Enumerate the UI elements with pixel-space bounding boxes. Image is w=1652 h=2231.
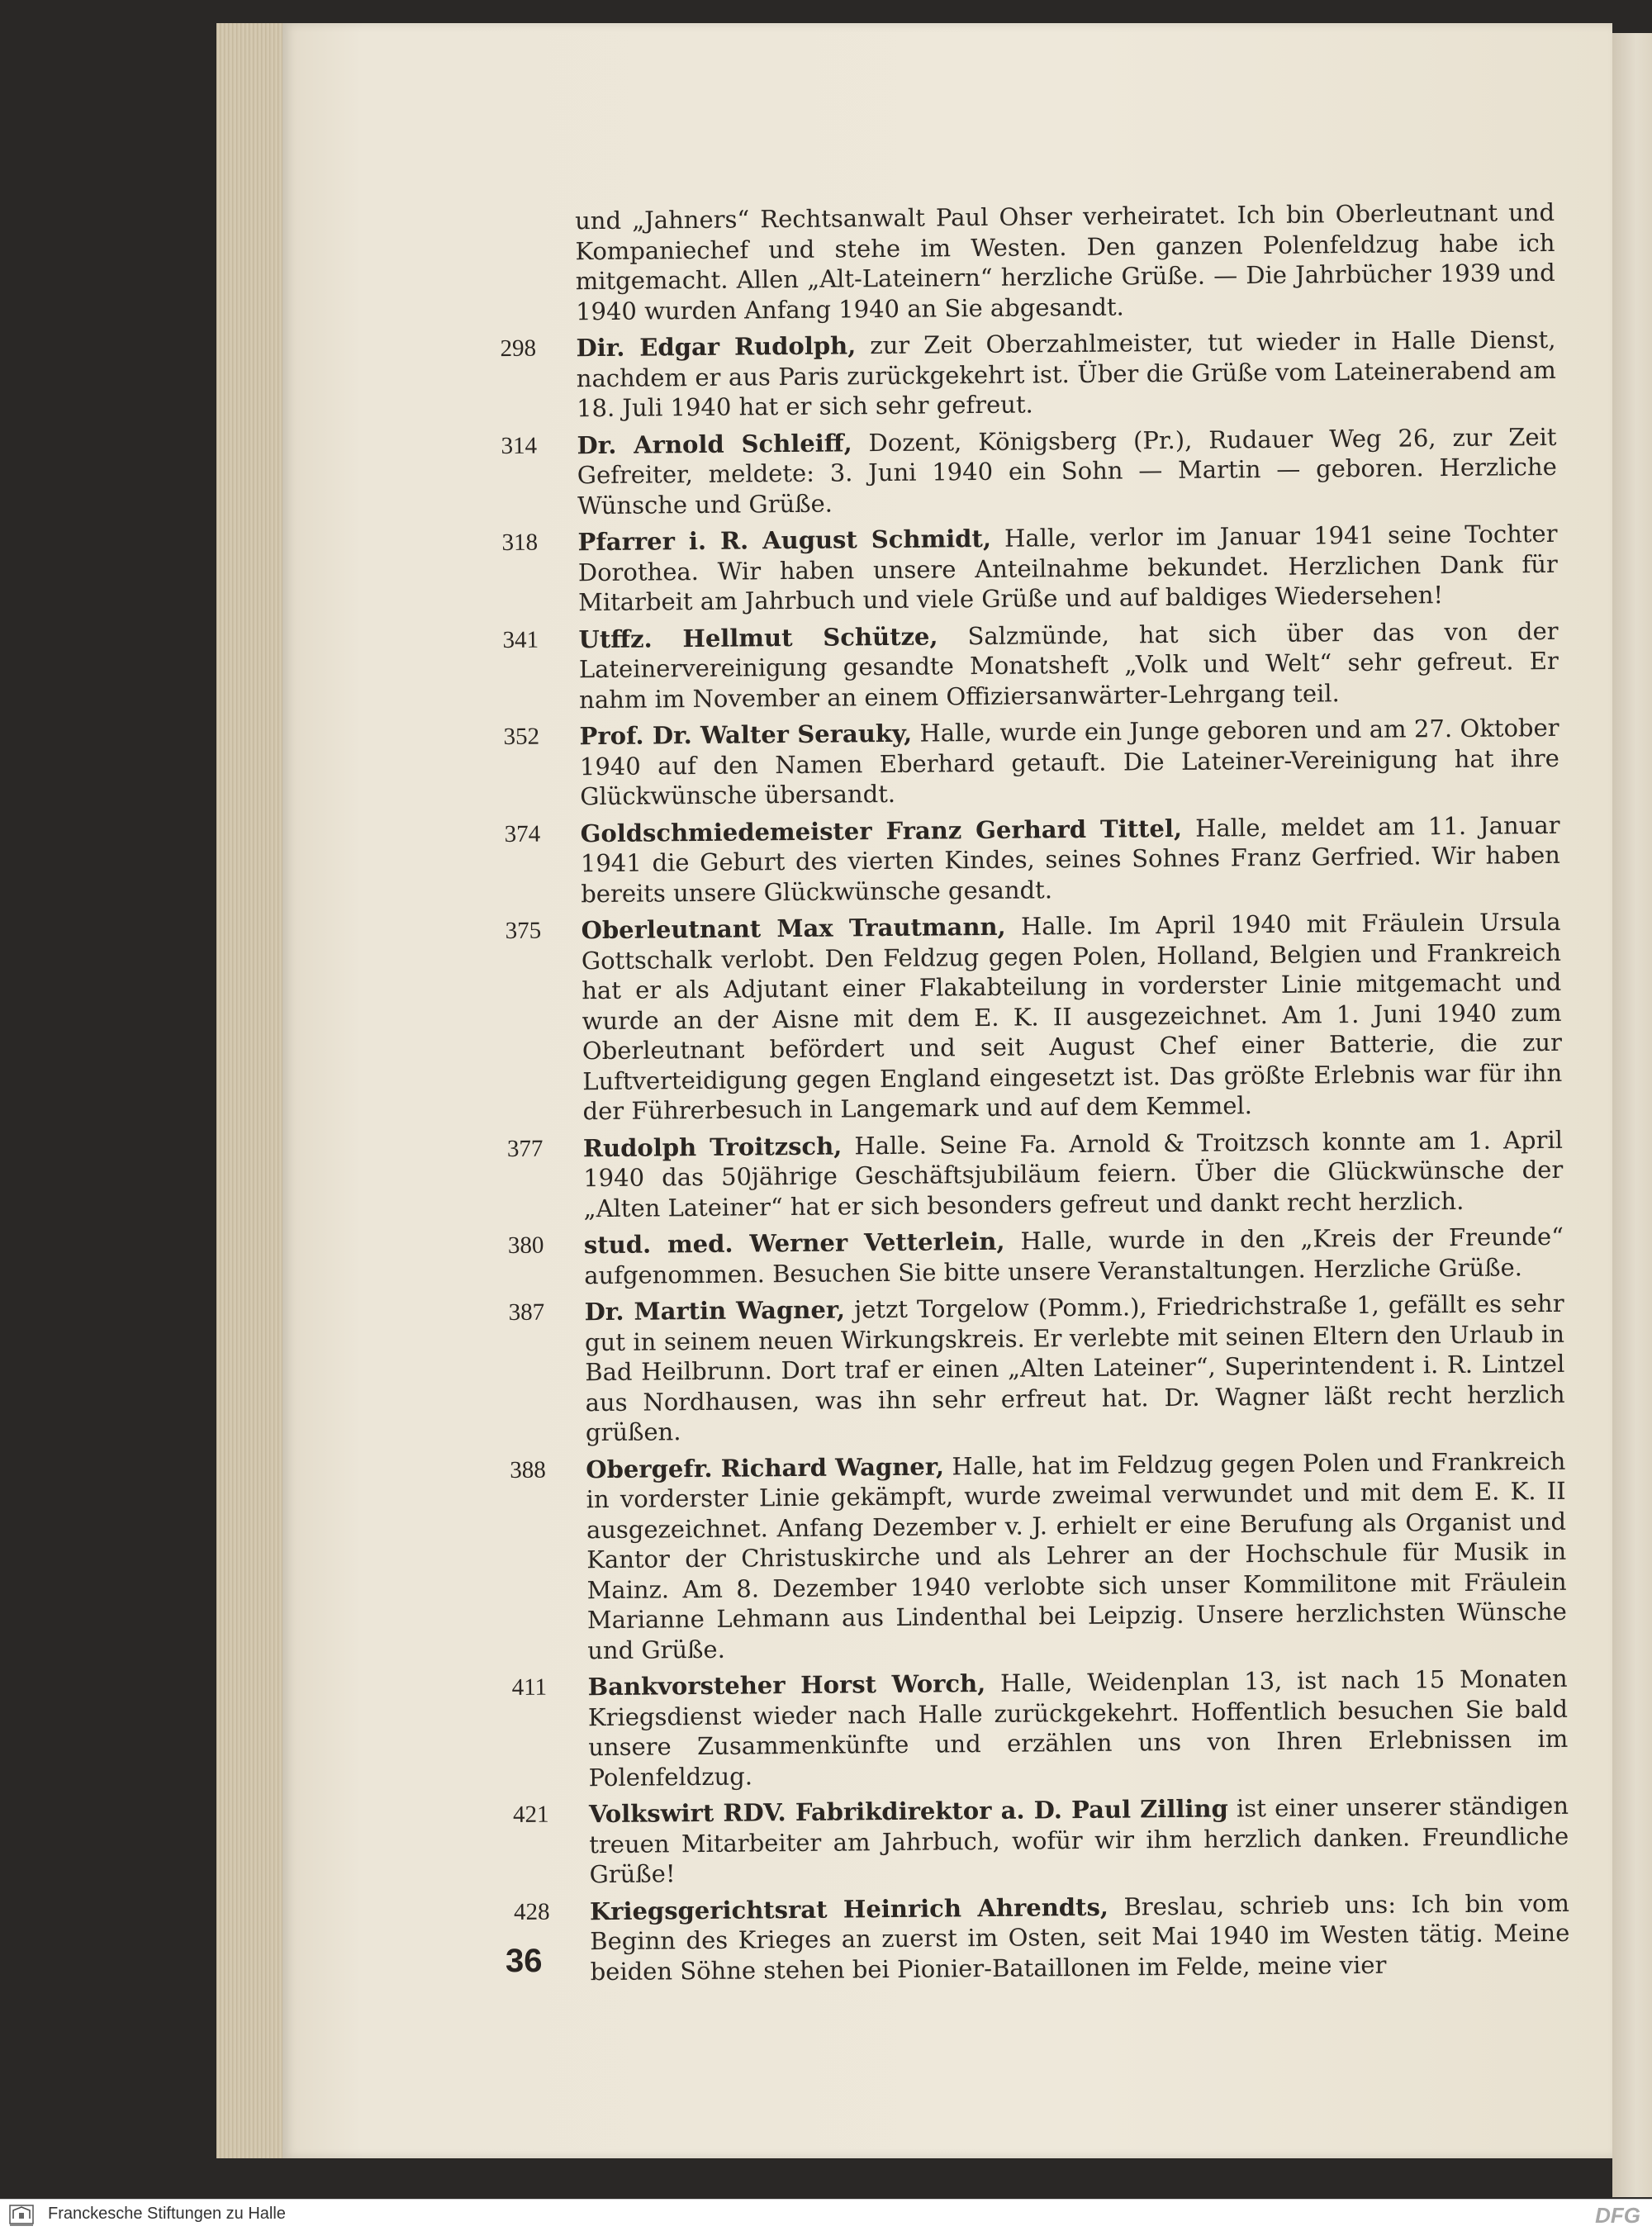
entry-number: 421 [512,1801,549,1828]
entry-name: Bankvorsteher Horst Worch, [587,1669,986,1702]
entry-text: Halle, wurde ein Junge geboren und am 27. Oktober 1940 auf den Namen Eberhard getauft. Die Lateiner-Vereinigung hat ihre Glückwünsche übersandt. [579,713,1560,811]
entry-name: Dir. Edgar Rudolph, [576,331,857,363]
entry-paragraph [505,907,1563,1127]
entry-paragraph [504,809,1561,909]
entry-number: 411 [511,1673,548,1702]
entry-number: 380 [507,1232,544,1260]
entry-text: Halle. Seine Fa. Arnold & Troitzsch konnte am 1. April 1940 das 50jährige Geschäftsjubiläum feiern. Über die Glückwünsche der „Alten Lateiner“ hat er sich besonders gefreut und dankt recht herzlich. [583,1125,1564,1222]
entry-name: Kriegsgerichtsrat Heinrich Ahrendts, [589,1892,1109,1925]
entry-paragraph [507,1222,1564,1291]
page-text [500,197,1570,1994]
entry-name: Prof. Dr. Walter Serauky, [579,719,913,751]
dfg-logo: DFG [1595,2203,1640,2228]
entry-name: Oberleutnant Max Trautmann, [581,912,1006,945]
entry-paragraph [502,615,1559,715]
entry-text: Halle. Im April 1940 mit Fräulein Ursula Gottschalk verlobt. Den Feldzug gegen Polen, Holland, Belgien und Frankreich hat er als Adjutant einer Flakabteilung in vorderster Linie mitgemacht und wurde an der Aisne mit dem E. K. II ausgezeichnet. Am 1. Juni 1940 zum Oberleutnant befördert und seit August Chef einer Batterie, die zur Luftverteidigung gegen England eingesetzt ist. Das größte Erlebnis war für ihn der Führerbesuch in Langemark und auf dem Kemmel. [581,907,1563,1126]
entry-number: 388 [510,1456,546,1483]
entry-text: Salzmünde, hat sich über das von der Lateinervereinigung gesandte Monatsheft „Volk und Welt“ sehr gefreut. Er nahm im November an einem Offiziersanwärter-Lehrgang teil. [578,616,1559,714]
entry-name: Goldschmiedemeister Franz Gerhard Tittel, [580,814,1183,847]
entry-number: 298 [500,335,537,363]
viewer-footer [0,2199,1652,2231]
entry-number: 375 [505,917,542,945]
entry-name: Utffz. Hellmut Schütze, [578,621,938,653]
entry-name: stud. med. Werner Vetterlein, [583,1227,1005,1260]
entry-text: Dozent, Königsberg (Pr.), Rudauer Weg 26, zur Zeit Gefreiter, meldete: 3. Juni 1940 ein Sohn — Martin — geboren. Herzliche Wünsche und Grüße. [577,422,1557,520]
entry-text: ist einer unserer ständigen treuen Mitarbeiter am Jahrbuch, wofür wir ihm herzlich danken. Freundliche Grüße! [589,1791,1569,1889]
entry-number: 341 [502,626,539,653]
entry-number: 428 [513,1898,550,1925]
page-number: 36 [506,1943,543,1979]
entry-number: 387 [508,1298,545,1327]
entry-paragraph [512,1791,1569,1891]
institution-logo-icon [5,2202,38,2229]
entry-paragraph [510,1445,1568,1666]
entry-text: zur Zeit Oberzahlmeister, tut wieder in Halle Dienst, nachdem er aus Paris zurückgekehrt ist. Über die Grüße vom Lateinerabend am 18. Juli 1940 hat er sich sehr gefreut. [576,325,1556,423]
entry-name: Obergefr. Richard Wagner, [586,1451,945,1483]
entry-number: 352 [503,723,540,751]
entry-paragraph [513,1887,1570,1987]
entry-name: Volkswirt RDV. Fabrikdirektor a. D. Paul Zilling [588,1794,1228,1829]
entry-paragraph [503,713,1560,813]
entry-text: jetzt Torgelow (Pomm.), Friedrichstraße 1, gefällt es sehr gut in seinem neuen Wirkungskreis. Er verlebte mit seinen Eltern den Urlaub in Bad Heilbrunn. Dort traf er einen „Alten Lateiner“, Superintendent i. R. Lintzel aus Nordhausen, was ihn sehr erfreut hat. Dr. Wagner läßt recht herzlich grüßen. [584,1289,1565,1447]
entry-name: Rudolph Troitzsch, [582,1131,843,1162]
entry-paragraph [511,1664,1569,1793]
entry-name: Dr. Arnold Schleiff, [577,428,852,459]
entry-paragraph [500,325,1556,425]
entry-paragraph [508,1289,1566,1449]
entry-number: 318 [501,529,539,557]
entry-paragraph [501,421,1557,521]
entry-text: Halle, Weidenplan 13, ist nach 15 Monaten Kriegsdienst wieder nach Halle zurückgekehrt. Hoffentlich besuchen Sie bald unsere Zusammenkünfte und erzählen uns von Ihren Erlebnissen im Polenfeldzug. [587,1664,1569,1792]
entry-text: und „Jahners“ Rechtsanwalt Paul Ohser verheiratet. Ich bin Oberleutnant und Kompaniechef und stehe im Westen. Den ganzen Polenfeldzug habe ich mitgemacht. Allen „Alt-Lateinern“ herzliche Grüße. — Die Jahrbücher 1939 und 1940 wurden Anfang 1940 an Sie abgesandt. [575,197,1555,325]
page-stack-edge [216,23,282,2158]
entry-paragraph [501,519,1558,619]
entry-text: Halle, meldet am 11. Januar 1941 die Geburt des vierten Kindes, seines Sohnes Franz Gerfried. Wir haben bereits unsere Glückwünsche gesandt. [580,810,1561,908]
entry-number: 377 [506,1135,544,1162]
entry-paragraph [506,1124,1564,1224]
entry-name: Pfarrer i. R. August Schmidt, [577,524,992,557]
entry-number: 374 [504,820,541,847]
facing-page-edge [1612,33,1652,2197]
institution-name: Franckesche Stiftungen zu Halle [48,2205,286,2223]
entry-text: Breslau, schrieb uns: Ich bin vom Beginn des Krieges an zuerst im Osten, seit Mai 1940 im Westen tätig. Meine beiden Söhne stehen bei Pionier-Bataillonen im Felde, meine vier [590,1888,1570,1986]
entry-text: Halle, hat im Feldzug gegen Polen und Frankreich in vorderster Linie gekämpft, wurde zweimal verwundet und mit dem E. K. II ausgezeichnet. Anfang Dezember v. J. erhielt er eine Berufung als Organist und Kantor der Christuskirche und als Lehrer an der Hochschule für Musik in Mainz. Am 8. Dezember 1940 verlobte sich unser Kommilitone mit Fräulein Marianne Lehmann aus Lindenthal bei Leipzig. Unsere herzlichsten Wünsche und Grüße. [586,1446,1568,1664]
continuation-paragraph [506,197,1555,327]
entry-name: Dr. Martin Wagner, [584,1295,846,1327]
entry-number: 314 [501,432,538,459]
entry-text: Halle, verlor im Januar 1941 seine Tochter Dorothea. Wir haben unsere Anteilnahme bekundet. Herzlichen Dank für Mitarbeit am Jahrbuch und viele Grüße und auf baldiges Wiedersehen! [577,519,1558,617]
entry-text: Halle, wurde in den „Kreis der Freunde“ aufgenommen. Besuchen Sie bitte unsere Veranstaltungen. Herzliche Grüße. [584,1222,1564,1289]
